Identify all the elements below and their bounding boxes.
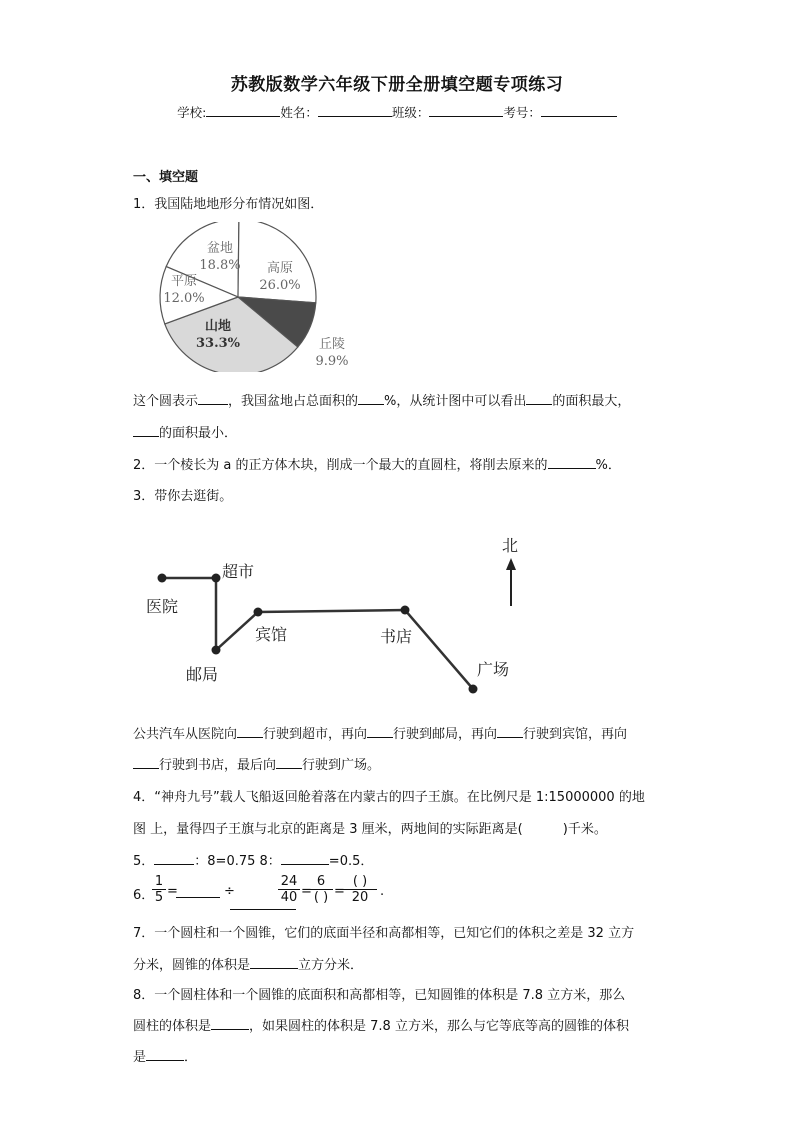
q5-text-1: 5． [133, 854, 155, 869]
q3-blank-4[interactable] [133, 756, 159, 769]
q1-blank-1[interactable] [198, 392, 228, 405]
q6-f3-denominator[interactable]: ( ) [309, 889, 333, 905]
q4-text-2: )千米。 [562, 822, 607, 837]
q8-line-b [133, 1015, 629, 1034]
hospital-dot [158, 574, 167, 583]
exam-no-label: 考号： [503, 105, 541, 120]
q1-line-a [133, 390, 630, 409]
pie-value-label-2: 26.0% [259, 278, 301, 293]
bookstore-label: 书店 [380, 627, 413, 646]
q8-text-3: 是 [133, 1050, 147, 1065]
q3-line-a [133, 723, 627, 742]
post-office-dot [212, 646, 221, 655]
q6-fraction-3 [309, 874, 333, 905]
q5-text-3: =0.5． [328, 854, 374, 869]
section-title: 一、填空题 [133, 170, 199, 185]
q2-blank[interactable] [548, 456, 596, 469]
q8-text-1: 圆柱的体积是 [133, 1019, 212, 1034]
pie-value-label-1: 18.8% [199, 258, 241, 273]
q1-line-b [133, 422, 237, 441]
north-label: 北 [502, 536, 519, 555]
q4-line-a: 4．“神舟九号”载人飞船返回舱着落在内蒙古的四子王旗。在比例尺是 1:15000000 的地 [133, 790, 645, 805]
class-label: 班级： [391, 105, 430, 120]
student-info-line [0, 103, 794, 121]
q1-blank-4[interactable] [133, 424, 159, 437]
q1-text-5: 的面积最小． [159, 426, 238, 441]
pie-value-label-3: 9.9% [315, 354, 349, 369]
q7-line-a: 7．一个圆柱和一个圆锥，它们的底面半径和高都相等，已知它们的体积之差是 32 立方 [133, 926, 635, 941]
q6-f4-denominator: 20 [343, 889, 377, 905]
q7-text-2: 立方分米． [298, 958, 364, 973]
q3-text-4: 行驶到宾馆，再向 [523, 727, 628, 742]
hospital-label: 医院 [146, 597, 179, 616]
hotel-label: 宾馆 [255, 625, 288, 644]
q6-divide: ÷ [224, 884, 235, 899]
q6-equals-1: = [167, 884, 178, 899]
page-title: 苏教版数学六年级下册全册填空题专项练习 [230, 75, 564, 95]
q8-line-c [133, 1046, 197, 1065]
q1-text-1: 这个圆表示 [133, 394, 199, 409]
q4-line-b [133, 818, 607, 837]
street-map [140, 530, 540, 705]
pie-label-4: 山地 [204, 319, 232, 334]
bookstore-dot [401, 606, 410, 615]
q6-label: 6． [133, 888, 155, 903]
pie-chart [155, 222, 355, 372]
pie-label-1: 盆地 [206, 241, 234, 256]
q8-text-4: ． [184, 1050, 198, 1065]
supermarket-dot [212, 574, 221, 583]
q1-stem: 1．我国陆地地形分布情况如图． [133, 197, 324, 212]
class-field[interactable] [429, 103, 503, 117]
post-office-label: 邮局 [186, 665, 219, 684]
school-field[interactable] [206, 103, 280, 117]
q2-text-2: %． [595, 458, 621, 473]
square-dot [469, 685, 478, 694]
q7-text-1: 分米，圆锥的体积是 [133, 958, 251, 973]
q1-blank-3[interactable] [526, 392, 552, 405]
q5-blank-2[interactable] [281, 852, 329, 865]
q5-line [133, 850, 373, 869]
q3-text-3: 行驶到邮局，再向 [393, 727, 498, 742]
supermarket-label: 超市 [222, 562, 255, 581]
q1-text-2: ，我国盆地占总面积的 [228, 394, 359, 409]
q6-blank-1[interactable] [176, 885, 220, 898]
q3-text-2: 行驶到超市，再向 [263, 727, 368, 742]
north-arrow-icon [506, 558, 516, 570]
q6-fraction-1 [152, 874, 166, 905]
pie-label-5: 平原 [170, 274, 198, 289]
q3-blank-5[interactable] [276, 756, 302, 769]
q6-f2-numerator: 24 [280, 874, 298, 889]
q2-line [133, 454, 621, 473]
q6-end: . [380, 884, 385, 899]
q3-stem: 3．带你去逛街。 [133, 489, 233, 504]
pie-label-3: 丘陵 [318, 337, 346, 352]
q6-f1-denominator: 5 [152, 889, 166, 905]
q3-blank-3[interactable] [497, 725, 523, 738]
q3-blank-1[interactable] [237, 725, 263, 738]
pie-value-label-5: 12.0% [163, 291, 205, 306]
q6-f2-denominator: 40 [278, 889, 300, 905]
q3-text-1: 公共汽车从医院向 [133, 727, 238, 742]
square-label: 广场 [477, 660, 510, 679]
q5-blank-1[interactable] [154, 852, 194, 865]
q6-f3-numerator: 6 [316, 874, 326, 889]
q3-blank-2[interactable] [367, 725, 393, 738]
q3-text-5: 行驶到书店，最后向 [159, 758, 277, 773]
q8-blank-2[interactable] [146, 1048, 184, 1061]
q8-line-a: 8．一个圆柱体和一个圆锥的底面积和高都相等，已知圆锥的体积是 7.8 立方米，那么 [133, 988, 626, 1003]
school-label: 学校: [177, 105, 207, 120]
q6-equals-2: = [301, 884, 312, 899]
name-field[interactable] [318, 103, 392, 117]
name-label: 姓名： [280, 105, 318, 120]
q6-equals-3: = [334, 884, 345, 899]
q6-f4-numerator[interactable]: ( ) [352, 874, 368, 889]
q6-fraction-2 [278, 874, 300, 905]
hotel-dot [254, 608, 263, 617]
q8-blank-1[interactable] [211, 1017, 249, 1030]
pie-value-label-4: 33.3% [195, 336, 241, 351]
q1-text-3: %，从统计图中可以看出 [384, 394, 527, 409]
q8-text-2: ，如果圆柱的体积是 7.8 立方米，那么与它等底等高的圆锥的体积 [249, 1019, 629, 1034]
q6-f1-numerator: 1 [154, 874, 164, 889]
q3-text-6: 行驶到广场。 [302, 758, 381, 773]
q1-text-4: 的面积最大， [552, 394, 631, 409]
q7-line-b [133, 954, 363, 973]
exam-no-field[interactable] [541, 103, 617, 117]
pie-label-2: 高原 [266, 261, 294, 276]
q7-blank[interactable] [250, 956, 298, 969]
q1-blank-2[interactable] [358, 392, 384, 405]
q5-text-2: ：8=0.75 8： [194, 854, 281, 869]
q3-line-b [133, 754, 380, 773]
q2-text-1: 2．一个棱长为 a 的正方体木块，削成一个最大的直圆柱，将削去原来的 [133, 458, 548, 473]
q6-fraction-4 [343, 874, 377, 905]
q4-text-1: 图 上，量得四子王旗与北京的距离是 3 厘米，两地间的实际距离是( [133, 822, 523, 837]
